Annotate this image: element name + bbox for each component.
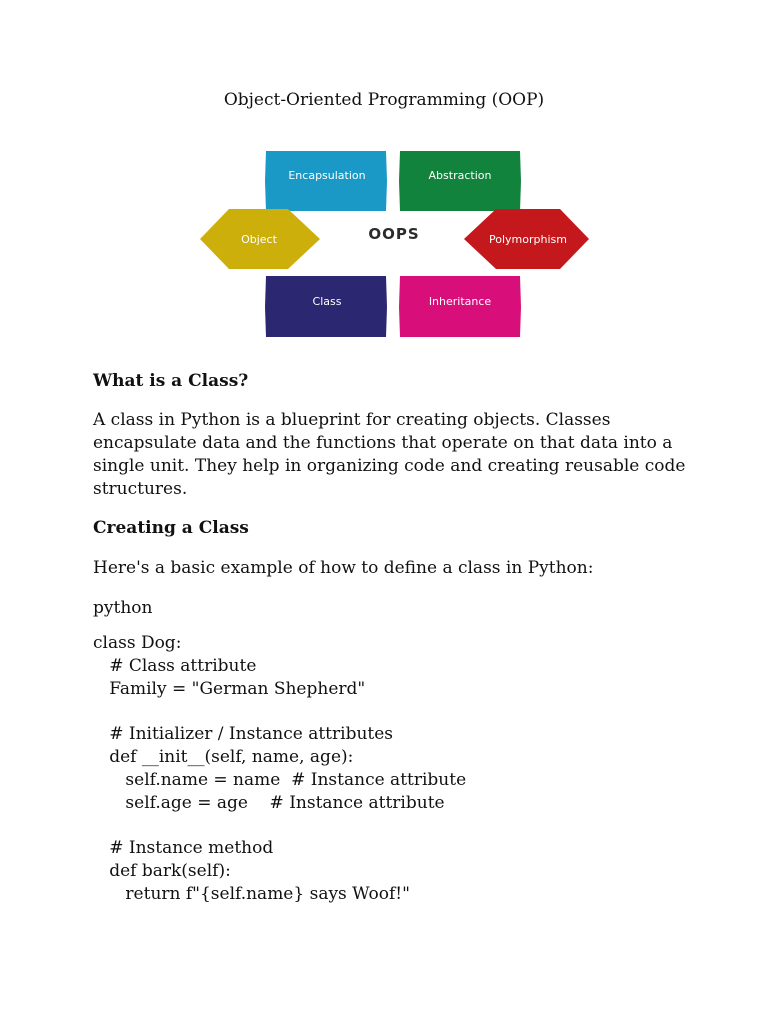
diagram-center-label: OOPS bbox=[368, 225, 420, 243]
oops-diagram bbox=[194, 144, 594, 344]
hex-encapsulation bbox=[265, 151, 387, 211]
hex-polymorphism bbox=[464, 209, 589, 269]
hex-object bbox=[200, 209, 320, 269]
hex-encapsulation-label: Encapsulation bbox=[288, 169, 366, 182]
hex-inheritance-label: Inheritance bbox=[428, 295, 492, 308]
hex-class bbox=[265, 276, 387, 337]
hex-abstraction bbox=[399, 151, 521, 211]
section-heading-creating-class: Creating a Class bbox=[93, 518, 249, 538]
hex-inheritance bbox=[399, 276, 521, 337]
code-block: class Dog: # Class attribute Family = "German Shepherd" # Initializer / Instance attributes def __init__(self, name, age): self.name = name # Instance attribute self.age = age # Instance attribute # Instance method def bark(self): return f"{self.name} says Woof!" bbox=[93, 633, 467, 904]
section-heading-what-is-class: What is a Class? bbox=[93, 371, 249, 391]
hex-class-label: Class bbox=[312, 295, 342, 308]
hex-polymorphism-label: Polymorphism bbox=[489, 233, 567, 246]
code-language-label: python bbox=[93, 598, 153, 618]
hex-object-label: Object bbox=[241, 233, 277, 246]
example-intro-paragraph: Here's a basic example of how to define a class in Python: bbox=[93, 558, 594, 578]
hex-abstraction-label: Abstraction bbox=[428, 169, 492, 182]
class-description-paragraph: A class in Python is a blueprint for creating objects. Classes encapsulate data and the functions that operate on that data into a single unit. They help in organizing code and creating reusable code structures. bbox=[93, 410, 686, 499]
document-title: Object-Oriented Programming (OOP) bbox=[223, 90, 545, 110]
